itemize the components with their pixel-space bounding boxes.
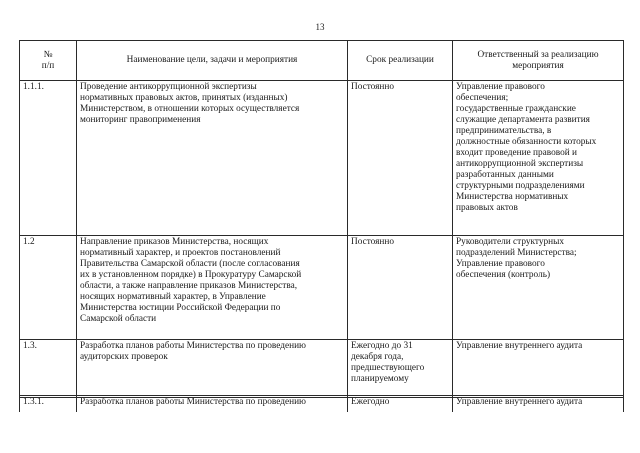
row-term: Ежегодно до 31 декабря года, предшествующего планируемому — [348, 340, 453, 396]
header-term: Срок реализации — [348, 41, 453, 81]
row-name: Разработка планов работы Министерства по проведению аудиторских проверок — [77, 340, 348, 396]
action-plan-table — [19, 40, 624, 412]
table-row — [20, 81, 624, 236]
row-number: 1.3.1. — [20, 396, 77, 412]
row-name: Разработка планов работы Министерства по проведению — [77, 396, 348, 412]
row-number: 1.2 — [20, 236, 77, 340]
table-header-row — [20, 41, 624, 81]
row-responsible: Управление правового обеспечения; государственные гражданские служащие департамента развития предпринимательства, в должностные обязанности которых входит проведение правовой и антикоррупционной экспертизы разработанных данными структурными подразделениями Министерства нормативных правовых актов — [453, 81, 624, 236]
row-separator-line — [19, 397, 623, 398]
page-number: 13 — [315, 22, 325, 32]
header-responsible: Ответственный за реализацию мероприятия — [453, 41, 624, 81]
row-term: Постоянно — [348, 236, 453, 340]
table-row — [20, 340, 624, 396]
row-name: Направление приказов Министерства, носящих нормативный характер, и проектов постановлений Правительства Самарской области (после согласования их в установленном порядке) в Прокуратуру Самарской области, а также направление приказов Министерства, носящих нормативный характер, в Управление Министерства юстиции Российской Федерации по Самарской области — [77, 236, 348, 340]
table-row — [20, 236, 624, 340]
row-term: Постоянно — [348, 81, 453, 236]
header-name: Наименование цели, задачи и мероприятия — [77, 41, 348, 81]
row-number: 1.1.1. — [20, 81, 77, 236]
row-responsible: Руководители структурных подразделений Министерства; Управление правового обеспечения (контроль) — [453, 236, 624, 340]
header-number: № п/п — [20, 41, 77, 81]
row-responsible: Управление внутреннего аудита — [453, 340, 624, 396]
row-number: 1.3. — [20, 340, 77, 396]
row-term: Ежегодно — [348, 396, 453, 412]
row-responsible: Управление внутреннего аудита — [453, 396, 624, 412]
row-name: Проведение антикоррупционной экспертизы нормативных правовых актов, принятых (изданных) Министерством, в отношении которых осуществляется мониторинг правоприменения — [77, 81, 348, 236]
